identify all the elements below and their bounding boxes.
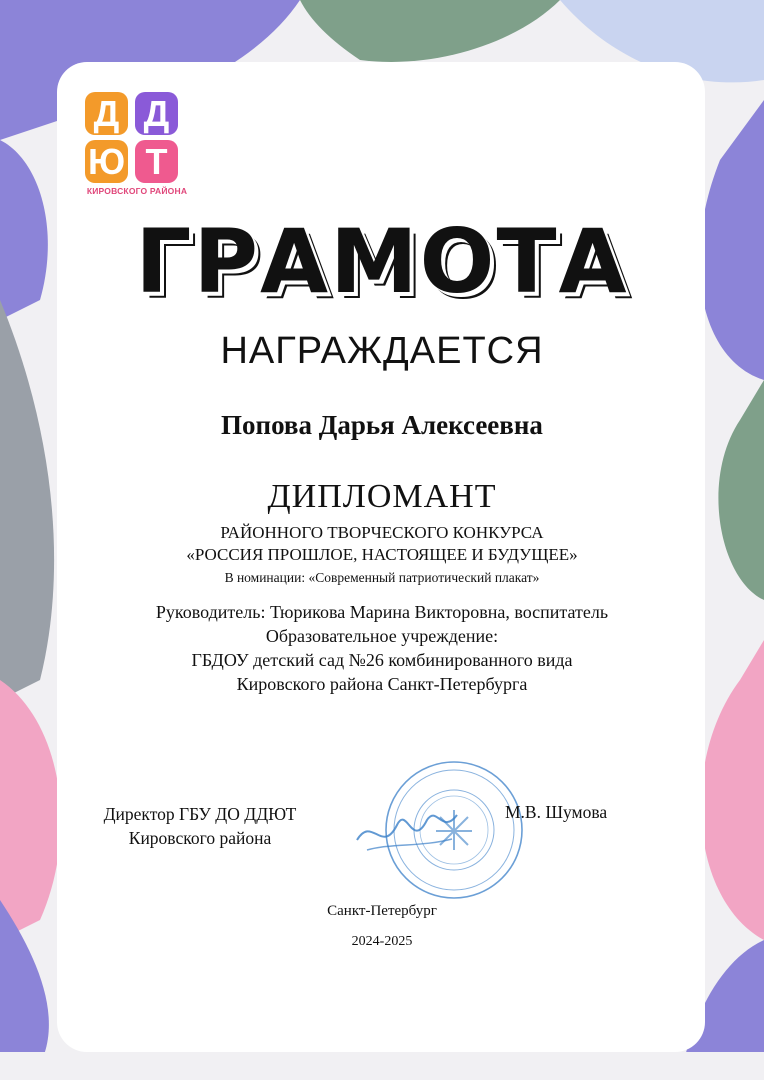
leader-line: Руководитель: Тюрикова Марина Викторовна, воспитатель <box>155 602 609 622</box>
award-rank: ДИПЛОМАНТ <box>267 478 497 515</box>
footer-city: Санкт-Петербург <box>327 903 437 919</box>
logo-tile-1: Д <box>85 92 128 135</box>
logo <box>85 92 189 202</box>
nomination: В номинации: «Современный патриотический плакат» <box>224 570 540 585</box>
certificate-title: ГРАМОТА <box>135 210 629 313</box>
logo-tile-2: Д <box>135 92 178 135</box>
certificate-subtitle: НАГРАЖДАЕТСЯ <box>220 330 544 372</box>
logo-tile-4: Т <box>135 140 178 183</box>
footer-year: 2024-2025 <box>351 934 413 949</box>
signer-name: М.В. Шумова <box>505 802 608 822</box>
director-line-2: Кировского района <box>128 828 272 848</box>
contest-line-1: РАЙОННОГО ТВОРЧЕСКОГО КОНКУРСА <box>220 523 544 542</box>
director-title <box>70 802 330 850</box>
official-stamp <box>352 755 532 910</box>
recipient-name: Попова Дарья Алексеевна <box>221 410 543 440</box>
logo-caption: КИРОВСКОГО РАЙОНА <box>86 186 188 196</box>
institution-label: Образовательное учреждение: <box>265 626 499 646</box>
logo-tile-3: Ю <box>85 140 128 183</box>
contest-line-2: «РОССИЯ ПРОШЛОЕ, НАСТОЯЩЕЕ И БУДУЩЕЕ» <box>186 545 578 564</box>
director-line-1: Директор ГБУ ДО ДДЮТ <box>103 804 297 824</box>
institution-line-2: Кировского района Санкт-Петербурга <box>236 674 528 694</box>
institution-line-1: ГБДОУ детский сад №26 комбинированного вида <box>191 650 573 670</box>
